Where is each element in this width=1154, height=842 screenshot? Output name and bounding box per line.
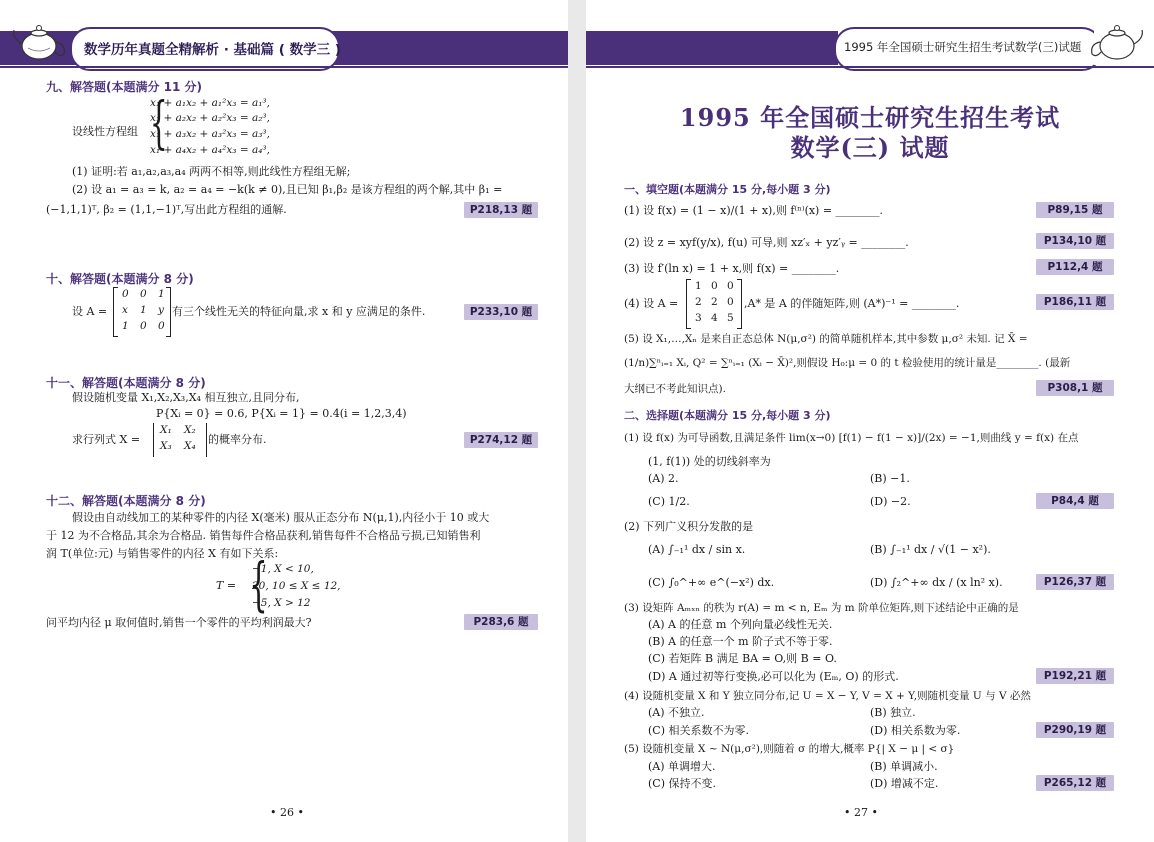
choice-q3-a: (A) A 的任意 m 个列向量必线性无关. xyxy=(648,618,833,631)
q11-heading: 十一、解答题(本题满分 8 分) xyxy=(46,376,206,390)
q9-eq-2: x₁ + a₂x₂ + a₂²x₃ = a₂³, xyxy=(150,112,270,124)
choice-q4-d: (D) 相关系数为零. xyxy=(870,724,961,737)
q10-suffix: 有三个线性无关的特征向量,求 x 和 y 应满足的条件. xyxy=(172,305,426,318)
q11-line2: P{Xᵢ = 0} = 0.6, P{Xᵢ = 1} = 0.4(i = 1,2,3,4) xyxy=(156,407,407,420)
choice-q1-line2: (1, f(1)) 处的切线斜率为 xyxy=(648,455,771,468)
det-cell: X₄ xyxy=(184,440,196,452)
left-page xyxy=(0,0,568,842)
matrix-cell: 2 xyxy=(711,296,718,308)
matrix-cell: 1 xyxy=(695,280,702,292)
matrix-cell: 0 xyxy=(140,320,147,332)
matrix-cell: 0 xyxy=(158,320,165,332)
fill-heading: 一、填空题(本题满分 15 分,每小题 3 分) xyxy=(624,183,831,196)
q12-case-2: 20, 10 ≤ X ≤ 12, xyxy=(252,580,341,592)
q10-prefix: 设 A = xyxy=(72,305,108,318)
matrix-cell: 0 xyxy=(122,288,129,300)
choice-q2-b: (B) ∫₋₁¹ dx / √(1 − x²). xyxy=(870,543,991,556)
q9-part2b: (−1,1,1)ᵀ, β₂ = (1,1,−1)ᵀ,写出此方程组的通解. xyxy=(46,203,287,216)
header-band-left xyxy=(586,31,838,65)
matrix-cell: 3 xyxy=(695,312,702,324)
choice-q1-a: (A) 2. xyxy=(648,472,679,485)
choice-q2-d: (D) ∫₂^+∞ dx / (x ln² x). xyxy=(870,576,1003,589)
choice-q1-c: (C) 1/2. xyxy=(648,495,690,508)
choice-q4-a: (A) 不独立. xyxy=(648,706,705,719)
fill-q4-matrix xyxy=(686,279,742,329)
choice-q2-stem: (2) 下列广义积分发散的是 xyxy=(624,520,754,533)
matrix-cell: 0 xyxy=(711,280,718,292)
matrix-cell: 2 xyxy=(695,296,702,308)
exam-title-line2: 数学(三) 试题 xyxy=(790,133,950,162)
q12-t-label: T = xyxy=(216,579,237,592)
q12-brace: { xyxy=(249,550,268,618)
header-rule xyxy=(0,66,568,68)
q11-suffix: 的概率分布. xyxy=(208,433,267,446)
q11-prefix: 求行列式 X = xyxy=(72,433,141,446)
q12-case-3: −5, X > 12 xyxy=(252,597,311,609)
q12-ref-tag: P283,6 题 xyxy=(464,614,538,630)
choice-q4-c: (C) 相关系数不为零. xyxy=(648,724,749,737)
fill-q3: (3) 设 f′(ln x) = 1 + x,则 f(x) = ________. xyxy=(624,262,840,275)
q9-part2a: (2) 设 a₁ = a₃ = k, a₂ = a₄ = −k(k ≠ 0),且已知 β₁,β₂ 是该方程组的两个解,其中 β₁ = xyxy=(72,183,503,196)
q9-eq-4: x₁ + a₄x₂ + a₄²x₃ = a₄³, xyxy=(150,144,270,156)
matrix-cell: 0 xyxy=(727,296,734,308)
fill-q5-ref-tag: P308,1 题 xyxy=(1036,380,1114,396)
choice-q5-ref-tag: P265,12 题 xyxy=(1036,775,1114,791)
q9-system-label: 设线性方程组 xyxy=(72,125,138,138)
q10-matrix xyxy=(113,287,171,337)
header-band-right xyxy=(330,31,568,65)
q9-part1: (1) 证明:若 a₁,a₂,a₃,a₄ 两两不相等,则此线性方程组无解; xyxy=(72,165,351,178)
q11-determinant xyxy=(153,423,207,457)
q9-eq-3: x₁ + a₃x₂ + a₃²x₃ = a₃³, xyxy=(150,128,270,140)
det-cell: X₁ xyxy=(160,424,172,436)
fill-q5-line2: (1/n)∑ⁿᵢ₌₁ Xᵢ, Q² = ∑ⁿᵢ₌₁ (Xᵢ − X̄)²,则假设 H₀:μ = 0 的 t 检验使用的统计量是________. (最新 xyxy=(624,357,1071,369)
header-title: 数学历年真题全精解析 · 基础篇 ( 数学三 ) xyxy=(84,42,341,58)
q12-line4: 问平均内径 μ 取何值时,销售一个零件的平均利润最大? xyxy=(46,616,312,629)
fill-q1-ref-tag: P89,15 题 xyxy=(1036,202,1114,218)
exam-title-line1: 1995 年全国硕士研究生招生考试 xyxy=(679,103,1061,132)
choice-q5-stem: (5) 设随机变量 X ~ N(μ,σ²),则随着 σ 的增大,概率 P{| X − μ | < σ} xyxy=(624,743,955,755)
q11-ref-tag: P274,12 题 xyxy=(464,432,538,448)
matrix-cell: y xyxy=(158,304,164,316)
choice-q3-c: (C) 若矩阵 B 满足 BA = O,则 B = O. xyxy=(648,652,837,665)
choice-q3-stem: (3) 设矩阵 Aₘₓₙ 的秩为 r(A) = m < n, Eₘ 为 m 阶单位矩阵,则下述结论中正确的是 xyxy=(624,602,1019,614)
choice-q1-d: (D) −2. xyxy=(870,495,911,508)
q9-heading: 九、解答题(本题满分 11 分) xyxy=(46,80,203,94)
choice-q5-d: (D) 增减不定. xyxy=(870,777,939,790)
q9-ref-tag: P218,13 题 xyxy=(464,202,538,218)
choice-q4-b: (B) 独立. xyxy=(870,706,916,719)
choice-q5-c: (C) 保持不变. xyxy=(648,777,716,790)
det-cell: X₃ xyxy=(160,440,172,452)
q9-brace: { xyxy=(149,91,168,156)
choice-q5-b: (B) 单调减小. xyxy=(870,760,938,773)
matrix-cell: 4 xyxy=(711,312,718,324)
matrix-cell: x xyxy=(122,304,128,316)
matrix-cell: 5 xyxy=(727,312,734,324)
fill-q4-prefix: (4) 设 A = xyxy=(624,297,679,310)
q12-heading: 十二、解答题(本题满分 8 分) xyxy=(46,494,206,508)
q10-heading: 十、解答题(本题满分 8 分) xyxy=(46,272,194,286)
fill-q2: (2) 设 z = xyf(y/x), f(u) 可导,则 xz′ₓ + yz′ᵧ = ________. xyxy=(624,236,909,249)
matrix-cell: 1 xyxy=(122,320,129,332)
page-number-right: • 27 • xyxy=(844,806,878,819)
header-rule xyxy=(586,66,1154,68)
choice-q1-b: (B) −1. xyxy=(870,472,910,485)
choice-q2-ref-tag: P126,37 题 xyxy=(1036,574,1114,590)
choice-q2-c: (C) ∫₀^+∞ e^(−x²) dx. xyxy=(648,576,775,589)
choice-q1-ref-tag: P84,4 题 xyxy=(1036,493,1114,509)
choice-heading: 二、选择题(本题满分 15 分,每小题 3 分) xyxy=(624,409,831,422)
choice-q5-a: (A) 单调增大. xyxy=(648,760,716,773)
fill-q2-ref-tag: P134,10 题 xyxy=(1036,233,1114,249)
matrix-cell: 1 xyxy=(158,288,165,300)
q9-eq-1: x₁ + a₁x₂ + a₁²x₃ = a₁³, xyxy=(150,97,270,109)
choice-q1-line1: (1) 设 f(x) 为可导函数,且满足条件 lim(x→0) [f(1) − f(1 − x)]/(2x) = −1,则曲线 y = f(x) 在点 xyxy=(624,432,1079,444)
matrix-cell: 0 xyxy=(140,288,147,300)
page-number-left: • 26 • xyxy=(270,806,304,819)
q12-line2: 于 12 为不合格品,其余为合格品. 销售每件合格品获利,销售每件不合格品亏损,已知销售利 xyxy=(46,529,481,542)
fill-q5-line3: 大纲已不考此知识点). xyxy=(624,383,726,395)
choice-q2-a: (A) ∫₋₁¹ dx / sin x. xyxy=(648,543,746,556)
choice-q3-d: (D) A 通过初等行变换,必可以化为 (Eₘ, O) 的形式. xyxy=(648,670,899,683)
q12-line3: 润 T(单位:元) 与销售零件的内径 X 有如下关系: xyxy=(46,547,279,560)
fill-q1: (1) 设 f(x) = (1 − x)/(1 + x),则 f⁽ⁿ⁾(x) = ________. xyxy=(624,204,884,217)
choice-q3-ref-tag: P192,21 题 xyxy=(1036,668,1114,684)
matrix-cell: 0 xyxy=(727,280,734,292)
choice-q3-b: (B) A 的任意一个 m 阶子式不等于零. xyxy=(648,635,833,648)
q12-case-1: −1, X < 10, xyxy=(252,563,314,575)
q10-ref-tag: P233,10 题 xyxy=(464,304,538,320)
q12-line1: 假设由自动线加工的某种零件的内径 X(毫米) 服从正态分布 N(μ,1),内径小于 10 或大 xyxy=(72,511,490,524)
fill-q4: ,A* 是 A 的伴随矩阵,则 (A*)⁻¹ = ________. xyxy=(744,297,960,310)
fill-q4-ref-tag: P186,11 题 xyxy=(1036,294,1114,310)
teapot-logo-icon xyxy=(8,14,70,64)
right-page xyxy=(586,0,1154,842)
teapot-logo-icon xyxy=(1086,14,1148,64)
matrix-cell: 1 xyxy=(140,304,147,316)
header-title: 1995 年全国硕士研究生招生考试数学(三)试题 xyxy=(844,40,1082,54)
det-cell: X₂ xyxy=(184,424,196,436)
fill-q3-ref-tag: P112,4 题 xyxy=(1036,259,1114,275)
choice-q4-stem: (4) 设随机变量 X 和 Y 独立同分布,记 U = X − Y, V = X + Y,则随机变量 U 与 V 必然 xyxy=(624,690,1031,702)
fill-q5-line1: (5) 设 X₁,…,Xₙ 是来自正态总体 N(μ,σ²) 的简单随机样本,其中参数 μ,σ² 未知. 记 X̄ = xyxy=(624,333,1028,345)
q11-line1: 假设随机变量 X₁,X₂,X₃,X₄ 相互独立,且同分布, xyxy=(72,391,300,404)
choice-q4-ref-tag: P290,19 题 xyxy=(1036,722,1114,738)
